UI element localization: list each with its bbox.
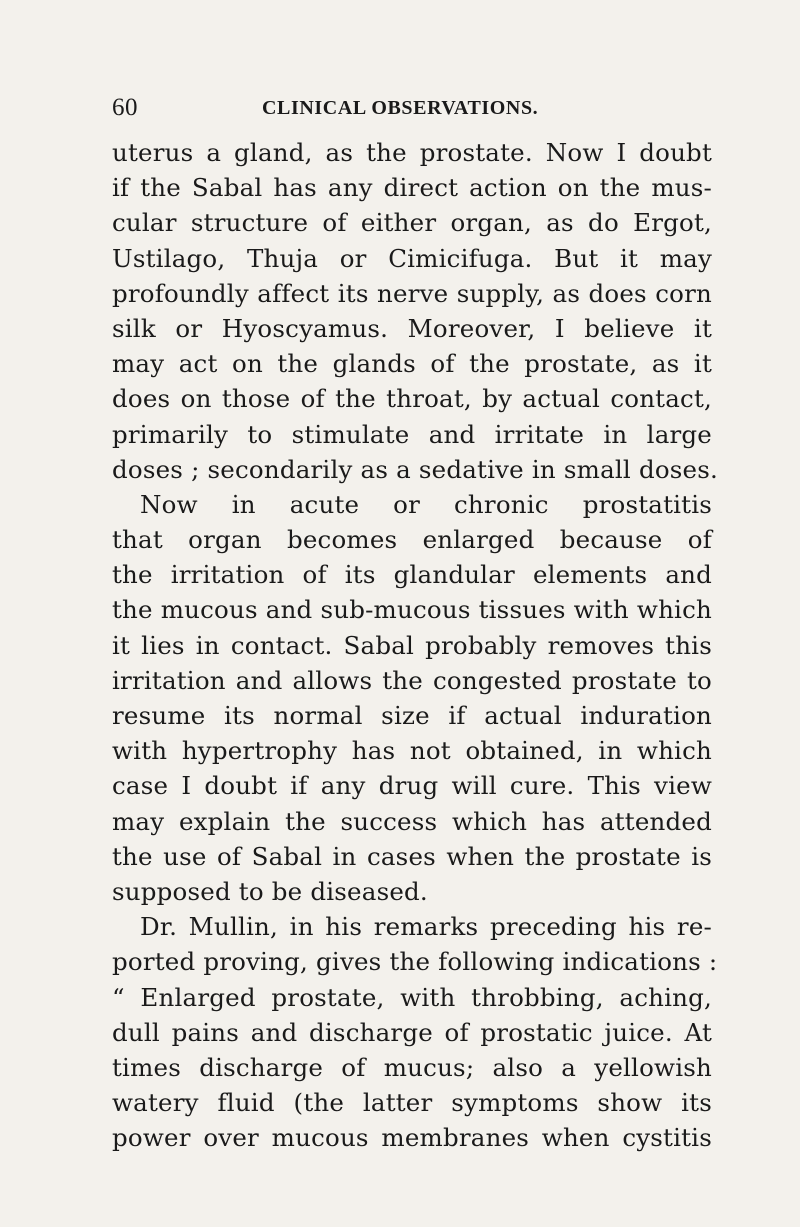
text-line: ported proving, gives the following indications :	[112, 947, 718, 977]
page-number: 60	[112, 94, 138, 121]
text-line: if the Sabal has any direct action on the mus-	[112, 173, 712, 203]
text-line: doses ; secondarily as a sedative in small doses.	[112, 454, 719, 484]
text-line: “ Enlarged prostate, with throbbing, aching,	[112, 982, 712, 1012]
text-line: it lies in contact. Sabal probably removes this	[112, 630, 712, 660]
text-line: does on those of the throat, by actual contact,	[112, 384, 712, 414]
text-line: may act on the glands of the prostate, as it	[112, 349, 712, 379]
text-line: dull pains and discharge of prostatic juice. At	[112, 1017, 712, 1047]
text-line: with hypertrophy has not obtained, in which	[112, 736, 712, 766]
text-line: resume its normal size if actual induration	[112, 701, 712, 730]
text-line: that organ becomes enlarged because of	[112, 525, 712, 555]
text-line: case I doubt if any drug will cure. This view	[112, 771, 712, 801]
paragraph-start-line: Dr. Mullin, in his remarks preceding his re-	[140, 912, 712, 942]
text-line: power over mucous membranes when cystitis	[112, 1123, 712, 1153]
text-line: times discharge of mucus; also a yellowish	[112, 1052, 712, 1082]
body-text	[112, 135, 719, 1155]
text-line: watery fluid (the latter symptoms show its	[112, 1088, 712, 1118]
text-line: the use of Sabal in cases when the prostate is	[112, 841, 712, 871]
text-line: silk or Hyoscyamus. Moreover, I believe it	[112, 313, 712, 343]
text-line: Ustilago, Thuja or Cimicifuga. But it may	[112, 243, 712, 273]
running-head	[112, 94, 712, 124]
text-line: primarily to stimulate and irritate in large	[112, 419, 712, 449]
text-line: profoundly affect its nerve supply, as does corn	[112, 278, 712, 308]
paragraph-start-line: Now in acute or chronic prostatitis	[140, 489, 712, 519]
running-title: CLINICAL OBSERVATIONS.	[262, 97, 539, 119]
text-line: uterus a gland, as the prostate. Now I doubt	[112, 138, 712, 167]
text-line: cular structure of either organ, as do Ergot,	[112, 208, 712, 238]
text-line: supposed to be diseased.	[112, 876, 428, 906]
text-line: the irritation of its glandular elements and	[112, 560, 712, 590]
text-line: the mucous and sub-mucous tissues with which	[112, 595, 712, 625]
text-line: may explain the success which has attended	[112, 806, 712, 836]
text-line: irritation and allows the congested prostate to	[112, 665, 712, 695]
